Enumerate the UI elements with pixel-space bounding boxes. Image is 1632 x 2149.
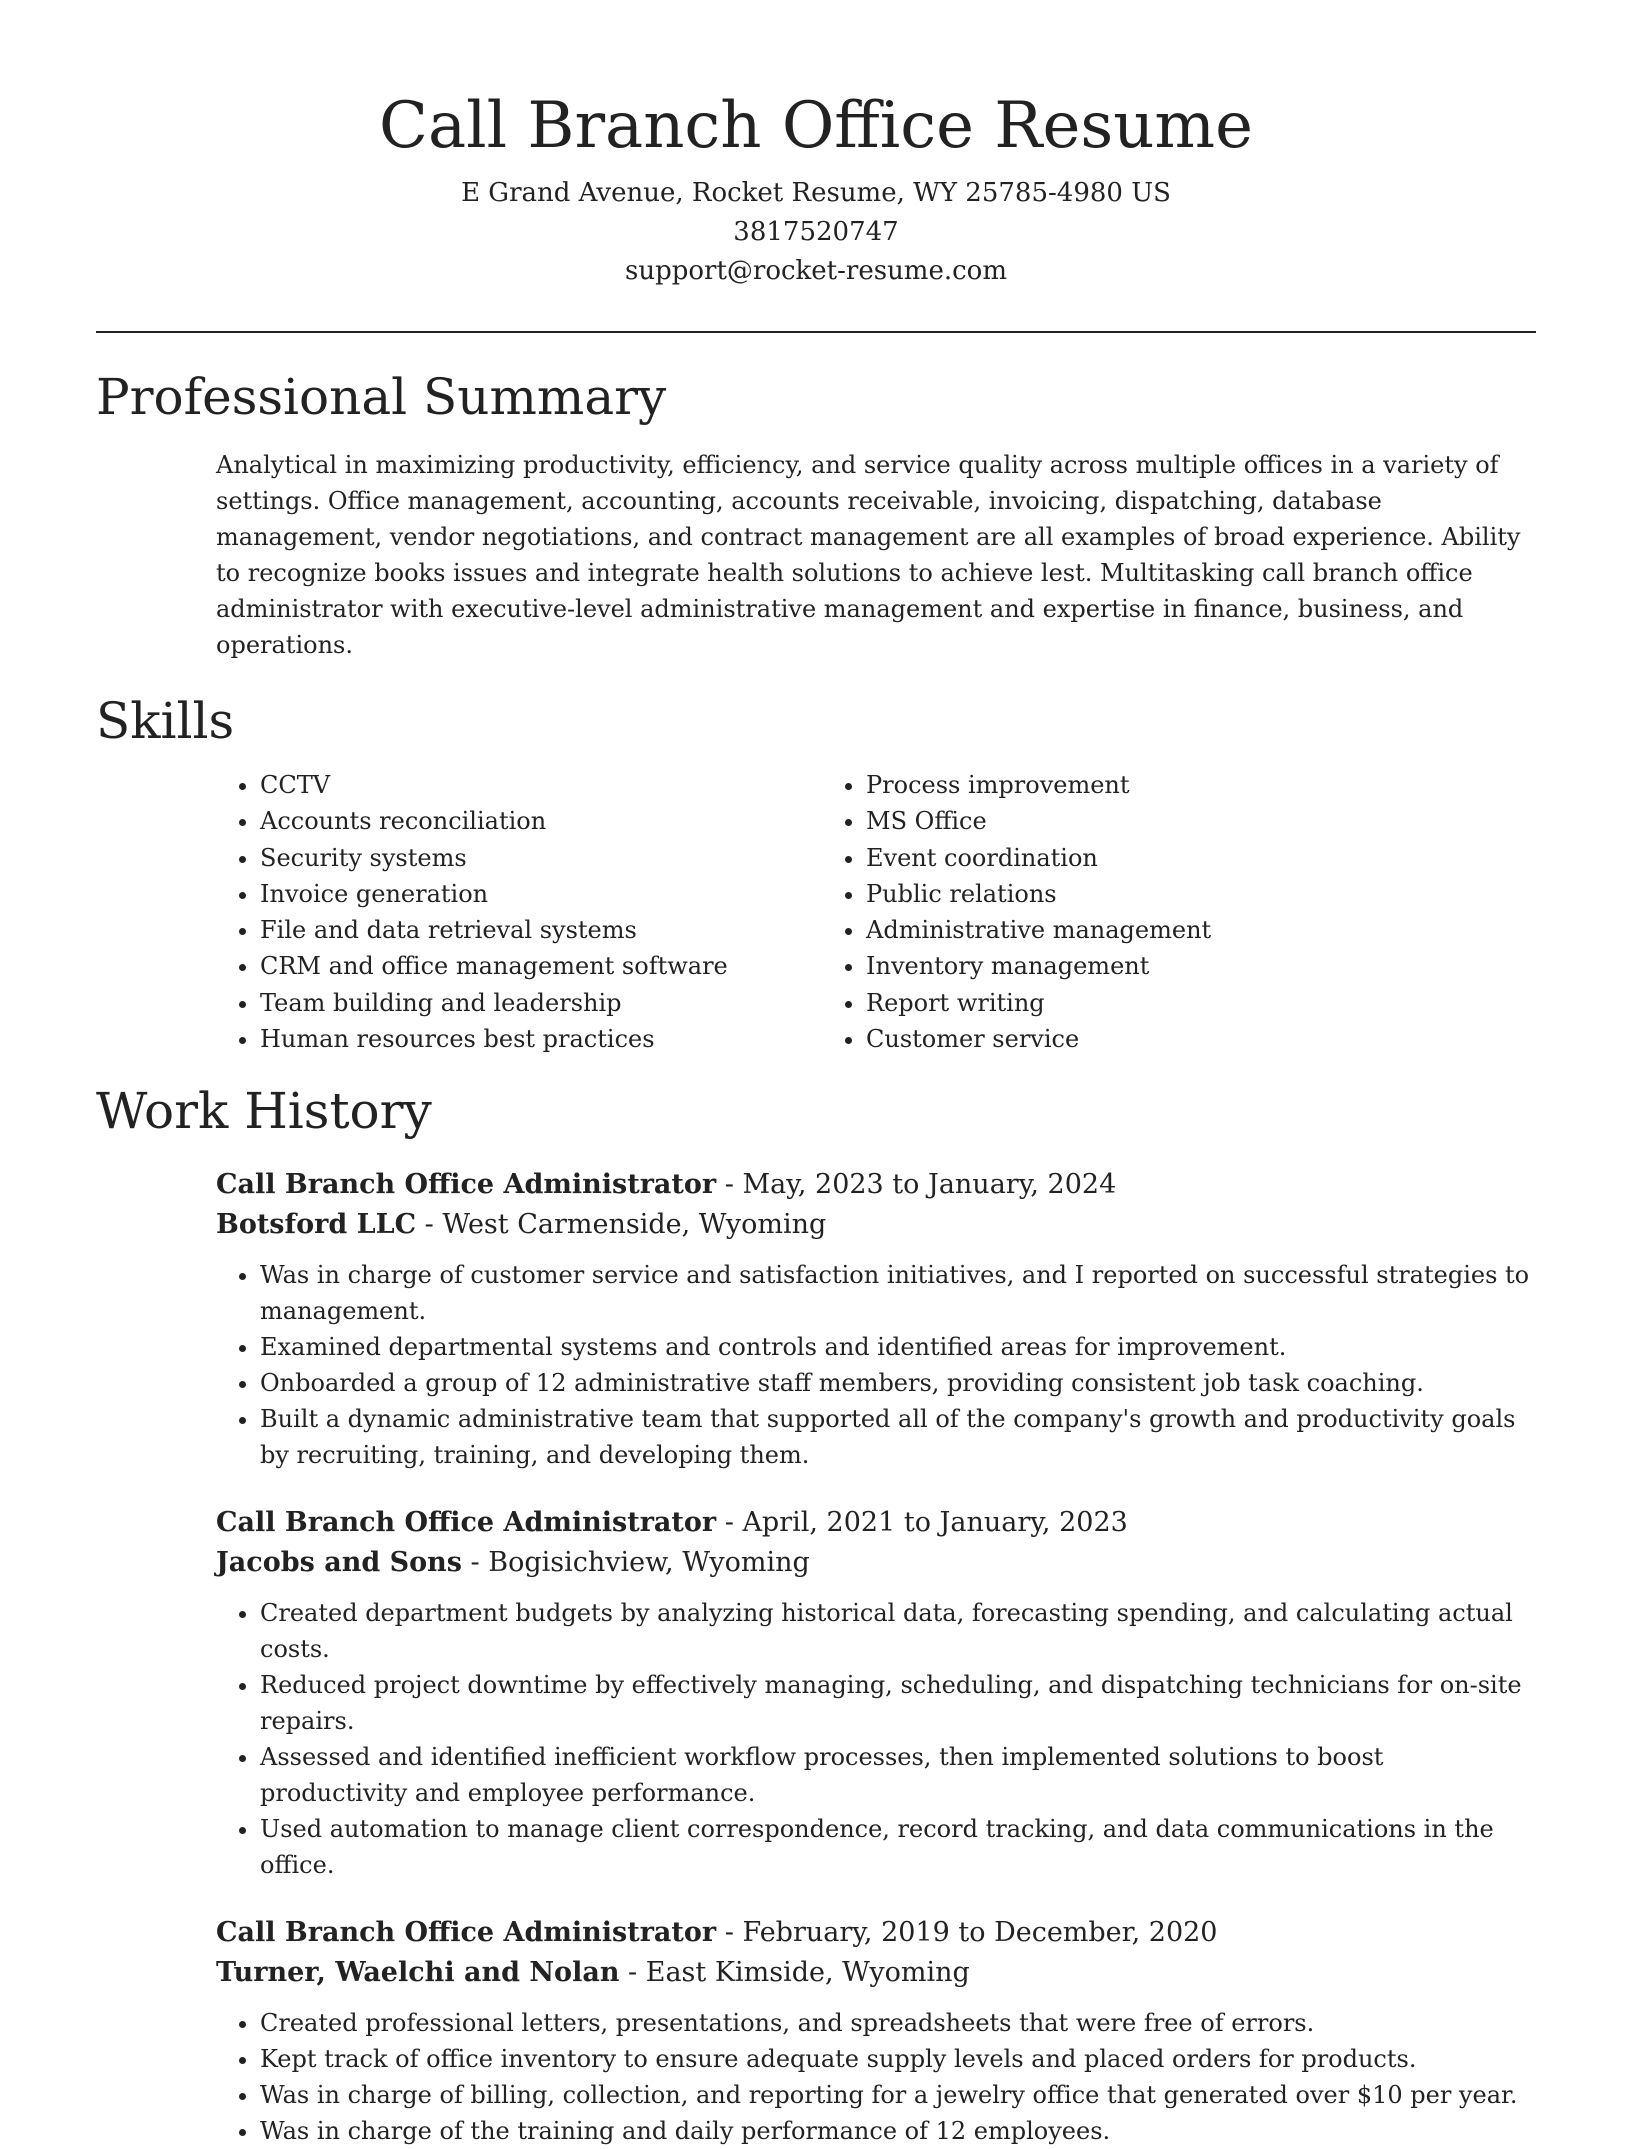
skill-item: • Security systems <box>260 840 822 876</box>
skill-item: • MS Office <box>866 803 1211 839</box>
job-location: Bogisichview, Wyoming <box>488 1547 810 1579</box>
job-bullet: • Onboarded a group of 12 administrative staff members, providing consistent job task coaching. <box>260 1365 1536 1401</box>
job-title-line: Call Branch Office Administrator - May, 2023 to January, 2024 <box>216 1169 1117 1201</box>
job-entry <box>216 1165 1536 1473</box>
job-entry <box>216 1913 1536 2149</box>
skill-item: • Invoice generation <box>260 876 822 912</box>
job-dates: May, 2023 to January, 2024 <box>742 1169 1117 1201</box>
job-bullet: • Created professional letters, presentations, and spreadsheets that were free of errors. <box>260 2005 1536 2041</box>
work-history-section <box>96 1079 1536 2149</box>
skill-item: • Administrative management <box>866 912 1211 948</box>
job-title: Call Branch Office Administrator <box>216 1169 717 1201</box>
summary-text: Analytical in maximizing productivity, efficiency, and service quality across multiple offices in a variety of settings. Office management, accounting, accounts receivable, invoicing, dispatching, database management, vendor negotiations, and contract management are all examples of broad experience. Ability to recognize books issues and integrate health solutions to achieve lest. Multitasking call branch office administrator with executive-level administrative management and expertise in finance, business, and operations. <box>216 451 1521 659</box>
job-bullet: • Was in charge of billing, collection, and reporting for a jewelry office that generated over $10 per year. <box>260 2077 1536 2113</box>
header-divider <box>96 331 1536 333</box>
skills-grid <box>216 767 1536 1057</box>
resume-header <box>96 0 1536 291</box>
skill-item: • Report writing <box>866 985 1211 1021</box>
skills-list-right <box>822 767 1211 1057</box>
job-company: Turner, Waelchi and Nolan <box>216 1957 620 1989</box>
skill-item: • Accounts reconciliation <box>260 803 822 839</box>
skill-item: • CCTV <box>260 767 822 803</box>
job-location: East Kimside, Wyoming <box>645 1957 970 1989</box>
job-entry <box>216 1503 1536 1883</box>
job-bullets <box>216 1595 1536 1883</box>
job-company-line: Jacobs and Sons - Bogisichview, Wyoming <box>216 1547 810 1579</box>
job-title-line: Call Branch Office Administrator - April, 2021 to January, 2023 <box>216 1507 1128 1539</box>
job-location: West Carmenside, Wyoming <box>442 1209 827 1241</box>
job-dates: April, 2021 to January, 2023 <box>742 1507 1128 1539</box>
skill-item: • Process improvement <box>866 767 1211 803</box>
summary-heading: Professional Summary <box>96 368 667 426</box>
skill-item: • Customer service <box>866 1021 1211 1057</box>
skill-item: • File and data retrieval systems <box>260 912 822 948</box>
skills-section <box>96 689 1536 1057</box>
contact-phone: 3817520747 <box>733 217 899 247</box>
skill-item: • Event coordination <box>866 840 1211 876</box>
job-bullets <box>216 1257 1536 1473</box>
job-bullet: • Kept track of office inventory to ensure adequate supply levels and placed orders for products. <box>260 2041 1536 2077</box>
skills-list-left <box>216 767 822 1057</box>
job-dates: February, 2019 to December, 2020 <box>742 1917 1218 1949</box>
job-bullet: • Used automation to manage client correspondence, record tracking, and data communications in the office. <box>260 1811 1536 1883</box>
skill-item: • Human resources best practices <box>260 1021 822 1057</box>
job-bullet: • Assessed and identified inefficient workflow processes, then implemented solutions to boost productivity and employee performance. <box>260 1739 1536 1811</box>
job-bullet: • Built a dynamic administrative team that supported all of the company's growth and productivity goals by recruiting, training, and developing them. <box>260 1401 1536 1473</box>
summary-section <box>96 365 1536 663</box>
job-company-line: Botsford LLC - West Carmenside, Wyoming <box>216 1209 827 1241</box>
job-bullets <box>216 2005 1536 2149</box>
job-company: Botsford LLC <box>216 1209 417 1241</box>
skill-item: • CRM and office management software <box>260 948 822 984</box>
skills-heading: Skills <box>96 692 235 750</box>
resume-title: Call Branch Office Resume <box>379 89 1253 163</box>
job-title: Call Branch Office Administrator <box>216 1917 717 1949</box>
job-title-line: Call Branch Office Administrator - February, 2019 to December, 2020 <box>216 1917 1218 1949</box>
skill-item: • Public relations <box>866 876 1211 912</box>
contact-address: E Grand Avenue, Rocket Resume, WY 25785-4980 US <box>461 178 1171 208</box>
job-bullet: • Examined departmental systems and controls and identified areas for improvement. <box>260 1329 1536 1365</box>
contact-block <box>96 174 1536 291</box>
work-history-heading: Work History <box>96 1082 432 1141</box>
skill-item: • Team building and leadership <box>260 985 822 1021</box>
job-bullet: • Reduced project downtime by effectively managing, scheduling, and dispatching technicians for on-site repairs. <box>260 1667 1536 1739</box>
job-title: Call Branch Office Administrator <box>216 1507 717 1539</box>
job-bullet: • Was in charge of the training and daily performance of 12 employees. <box>260 2113 1536 2149</box>
job-bullet: • Was in charge of customer service and satisfaction initiatives, and I reported on successful strategies to management. <box>260 1257 1536 1329</box>
job-bullet: • Created department budgets by analyzing historical data, forecasting spending, and calculating actual costs. <box>260 1595 1536 1667</box>
contact-email: support@rocket-resume.com <box>624 256 1007 286</box>
job-company: Jacobs and Sons <box>216 1547 462 1579</box>
job-company-line: Turner, Waelchi and Nolan - East Kimside, Wyoming <box>216 1957 970 1989</box>
skill-item: • Inventory management <box>866 948 1211 984</box>
